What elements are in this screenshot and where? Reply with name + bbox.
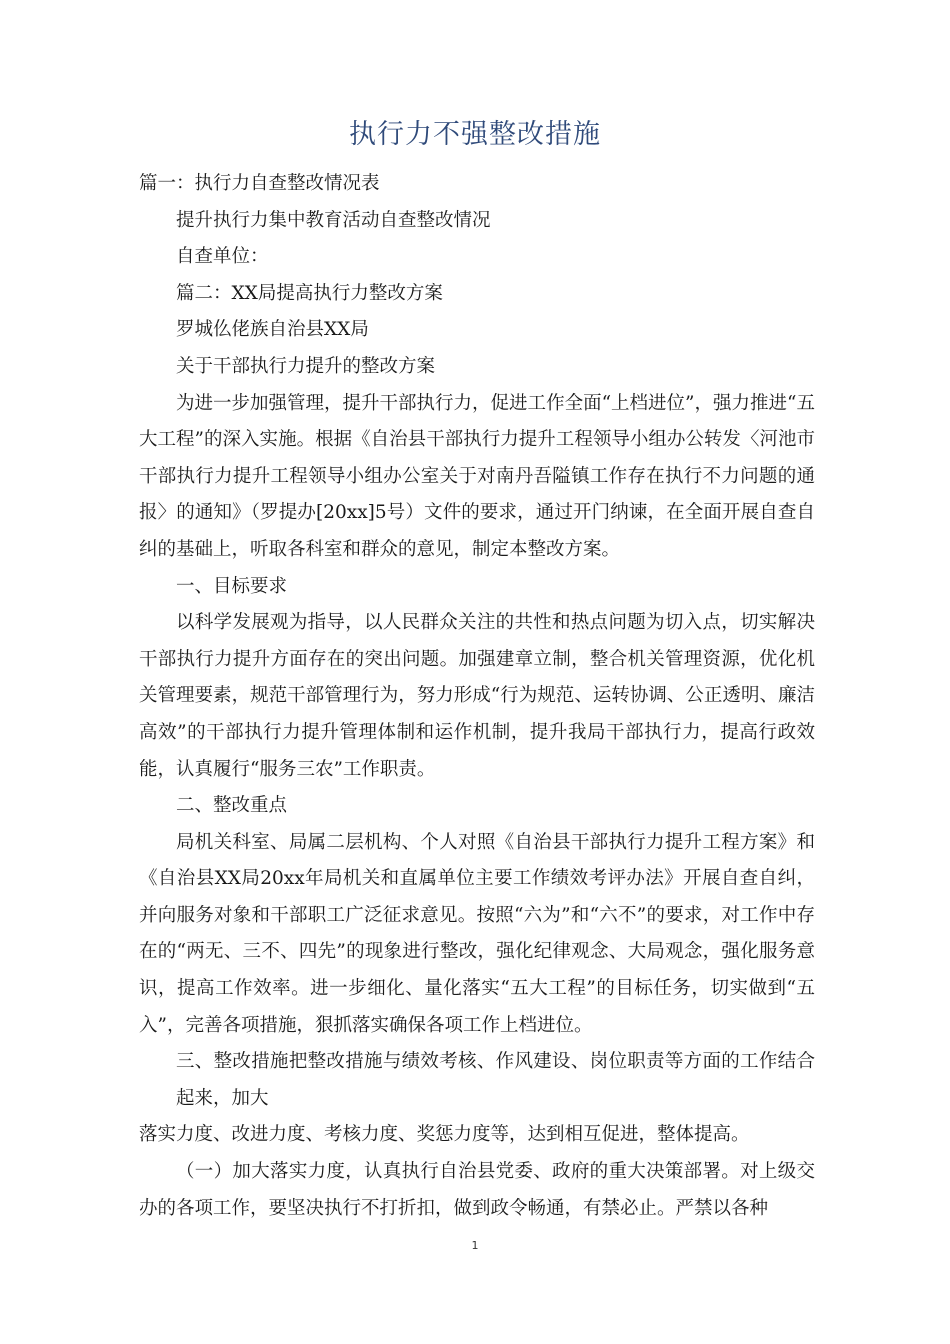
paragraph-measures: 落实力度、改进力度、考核力度、奖惩力度等，达到相互促进，整体提高。	[139, 1124, 750, 1146]
heading-goals: 一、目标要求	[176, 575, 288, 597]
paragraph-plan-title: 关于干部执行力提升的整改方案	[176, 355, 436, 377]
document-title: 执行力不强整改措施	[349, 119, 601, 150]
paragraph-unit: 自查单位：	[176, 246, 269, 268]
page-number: 1	[471, 1239, 479, 1252]
paragraph-chapter-two: 篇二：XX局提高执行力整改方案	[176, 282, 443, 304]
paragraph-measure-one: （一）加大落实力度，认真执行自治县党委、政府的重大决策部署。对上级交办的各项工作，要坚决执行不打折扣，做到政令畅通，有禁必止。严禁以各种	[139, 1161, 815, 1219]
paragraph-intro: 为进一步加强管理，提升干部执行力，促进工作全面“上档进位”，强力推进“五大工程”的深入实施。根据《自治县干部执行力提升工程领导小组办公转发〈河池市干部执行力提升工程领导小组办公室关于对南丹吾隘镇工作存在执行不力问题的通报〉的通知》（罗提办[20xx]5号）文件的要求，通过开门纳谏，在全面开展自查自纠的基础上，听取各科室和群众的意见，制定本整改方案。	[139, 392, 815, 560]
paragraph-focus: 局机关科室、局属二层机构、个人对照《自治县干部执行力提升工程方案》和《自治县XX局20xx年局机关和直属单位主要工作绩效考评办法》开展自查自纠，并向服务对象和干部职工广泛征求意见。按照“六为”和“六不”的要求，对工作中存在的“两无、三不、四先”的现象进行整改，强化纪律观念、大局观念，强化服务意识，提高工作效率。进一步细化、量化落实“五大工程”的目标任务，切实做到“五入”，完善各项措施，狠抓落实确保各项工作上档进位。	[139, 831, 815, 1036]
paragraph-goals: 以科学发展观为指导，以人民群众关注的共性和热点问题为切入点，切实解决干部执行力提升方面存在的突出问题。加强建章立制，整合机关管理资源，优化机关管理要素，规范干部管理行为，努力形成“行为规范、运转协调、公正透明、廉洁高效”的干部执行力提升管理体制和运作机制，提升我局干部执行力，提高行政效能，认真履行“服务三农”工作职责。	[139, 612, 815, 780]
document-body	[139, 166, 815, 1227]
heading-measures: 三、整改措施把整改措施与绩效考核、作风建设、岗位职责等方面的工作结合起来，加大	[176, 1051, 815, 1109]
paragraph-subtitle: 提升执行力集中教育活动自查整改情况	[176, 209, 491, 231]
heading-focus: 二、整改重点	[176, 795, 288, 817]
paragraph-bureau: 罗城仫佬族自治县XX局	[176, 319, 369, 341]
paragraph-chapter-one: 篇一：执行力自查整改情况表	[139, 173, 380, 194]
